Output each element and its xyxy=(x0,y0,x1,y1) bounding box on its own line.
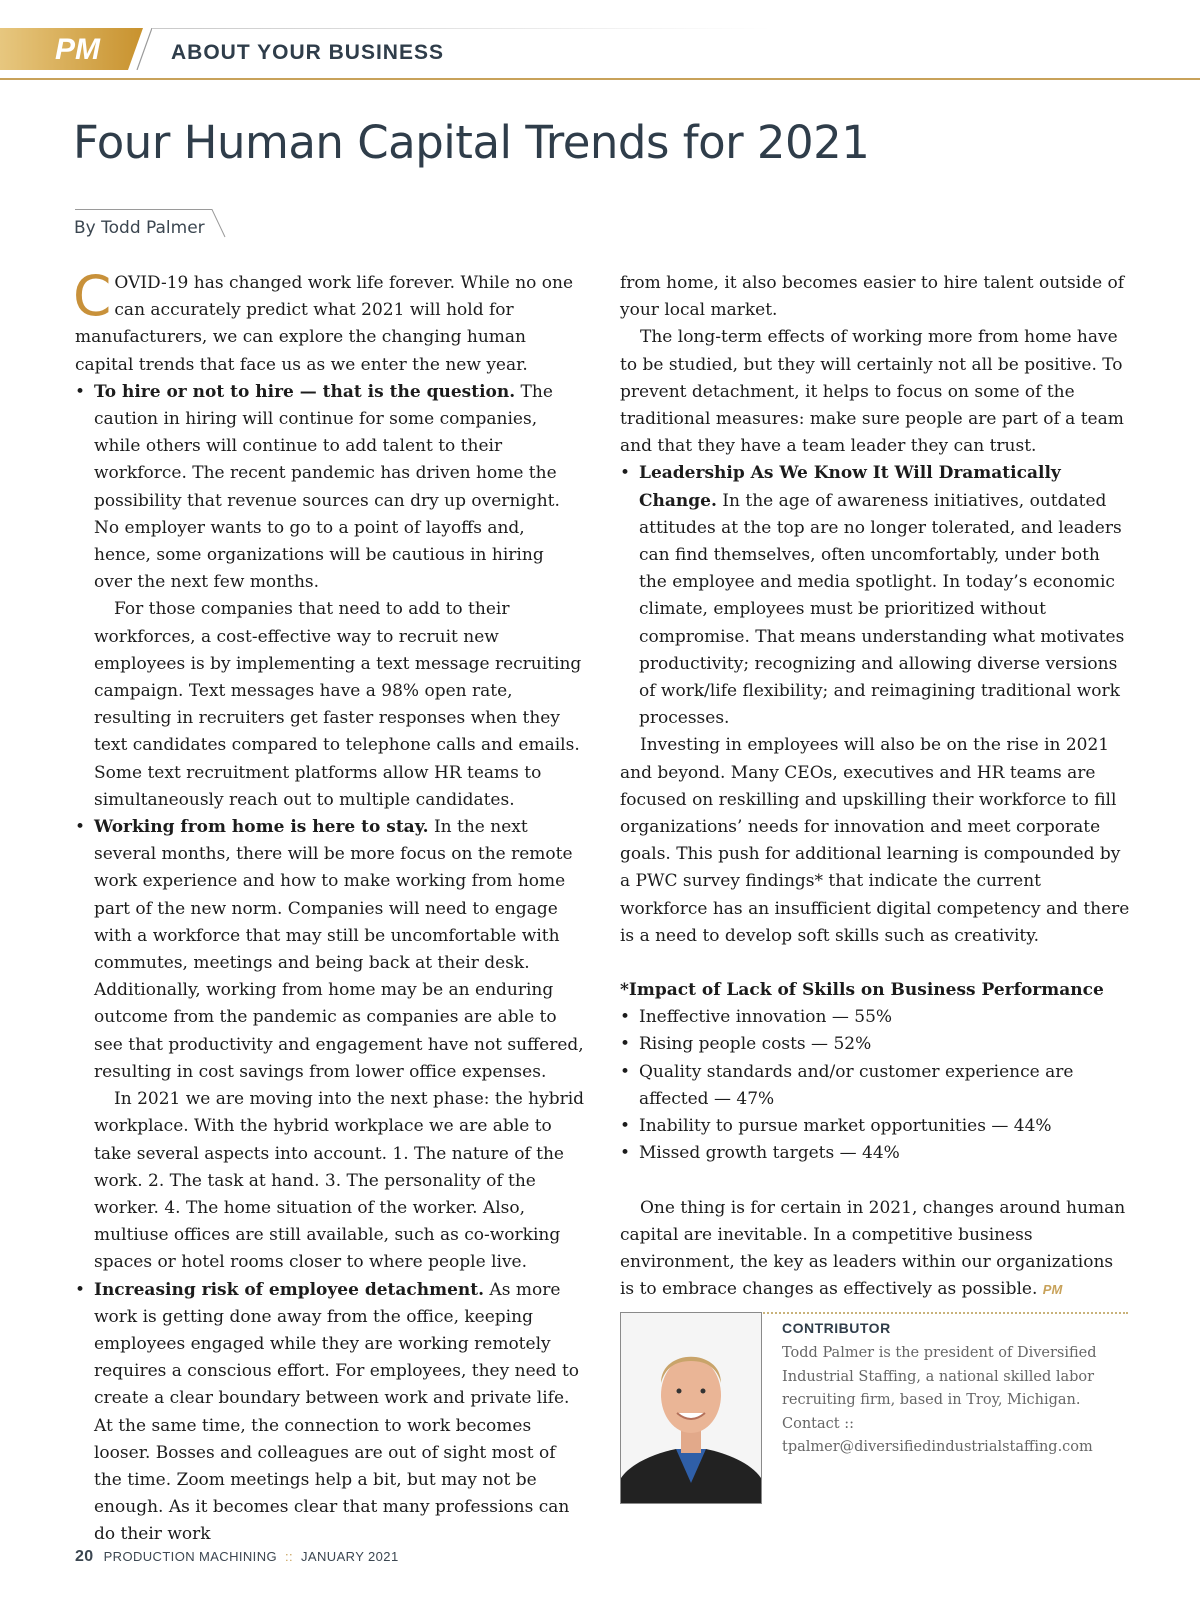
contributor-photo xyxy=(620,1312,762,1504)
impact-item: • Rising people costs — 52% xyxy=(620,1031,1130,1058)
impact-list xyxy=(620,1004,1130,1167)
contributor-bio xyxy=(782,1342,1122,1460)
end-mark-logo: PM xyxy=(1042,1282,1063,1298)
impact-item: • Quality standards and/or customer experience are affected — 47% xyxy=(620,1059,1130,1113)
trend-2-paragraph-2: In 2021 we are moving into the next phase: the hybrid workplace. With the hybrid workplace we are able to take several aspects into account. 1. The nature of the work. 2. The task at hand. 3. The personality of the worker. 4. The home situation of the worker. Also, multiuse offices are still available, such as co-working spaces or hotel rooms closer to where people live. xyxy=(94,1089,585,1273)
contributor-label: CONTRIBUTOR xyxy=(782,1320,891,1336)
trend-3-paragraph-2: The long-term effects of working more from home have to be studied, but they will certainly not all be positive. To prevent detachment, it helps to focus on some of the traditional measures: make sure people are part of a team and that they have a team leader they can trust. xyxy=(620,327,1124,457)
contributor-divider xyxy=(756,1312,1128,1314)
trend-3-bullet xyxy=(75,1277,585,1549)
impact-title xyxy=(620,977,1130,1004)
trend-1-paragraph-2: For those companies that need to add to their workforces, a cost-effective way to recruit new employees is by implementing a text message recruiting campaign. Text messages have a 98% open rate, resulting in recruiters get faster responses when they text candidates compared to telephone calls and emails. Some text recruitment platforms allow HR teams to simultaneously reach out to multiple candidates. xyxy=(94,599,582,810)
trend-2-heading: Working from home is here to stay. xyxy=(94,817,429,838)
issue-date: JANUARY 2021 xyxy=(301,1549,399,1564)
trend-1-heading: To hire or not to hire — that is the question. xyxy=(94,381,516,402)
drop-cap: C xyxy=(73,264,112,328)
intro-paragraph xyxy=(73,264,585,379)
portrait-illustration xyxy=(621,1313,761,1503)
byline: By Todd Palmer xyxy=(74,218,205,238)
closing-text: One thing is for certain in 2021, changes around human capital are inevitable. In a competitive business environment, the key as leaders within our organizations is to embrace changes as effectively as possible. xyxy=(620,1197,1126,1300)
trend-4-heading: Leadership As We Know It Will Dramatically Change. xyxy=(639,463,1061,511)
header-rule xyxy=(0,78,1200,80)
impact-title-text: *Impact of Lack of Skills on Business Performance xyxy=(620,980,1104,1001)
trend-4-body: In the age of awareness initiatives, outdated attitudes at the top are no longer tolerated, and leaders can find themselves, often uncomfortably, under both the employee and media spotlight. In today’s economic climate, employees must be prioritized without compromise. That means understanding what motivates productivity; recognizing and allowing diverse versions of work/life flexibility; and reimagining traditional work processes. xyxy=(639,490,1125,729)
closing-paragraph xyxy=(620,1195,1130,1304)
impact-item: • Ineffective innovation — 55% xyxy=(620,1004,1130,1031)
header-top-line xyxy=(152,28,772,29)
pm-logo-text: PM xyxy=(55,33,100,66)
trend-3-body: As more work is getting done away from the office, keeping employees engaged while they are working remotely requires a conscious effort. For employees, they need to create a clear boundary between work and private life. At the same time, the connection to work becomes looser. Bosses and colleagues are out of sight most of the time. Zoom meetings help a bit, but may not be enough. As it becomes clear that many professions can do their work xyxy=(94,1279,580,1545)
impact-item: • Inability to pursue market opportunities — 44% xyxy=(620,1113,1130,1140)
trend-1-bullet xyxy=(75,379,585,597)
intro-text: OVID-19 has changed work life forever. While no one can accurately predict what 2021 will hold for manufacturers, we can explore the changing human capital trends that face us as we enter the new year. xyxy=(75,273,574,375)
footer-separator: :: xyxy=(285,1549,294,1564)
contributor-email[interactable]: tpalmer@diversifiedindustrialstaffing.com xyxy=(782,1439,1093,1455)
impact-item: • Missed growth targets — 44% xyxy=(620,1140,1130,1167)
trend-4-bullet xyxy=(620,460,1130,732)
trend-1-body: The caution in hiring will continue for some companies, while others will continue to add talent to their workforce. The recent pandemic has driven home the possibility that revenue sources can dry up overnight. No employer wants to go to a point of layoffs and, hence, some organizations will be cautious in hiring over the next few months. xyxy=(94,381,560,593)
contributor-bio-text: Todd Palmer is the president of Diversified Industrial Staffing, a national skilled labor recruiting firm, based in Troy, Michigan. xyxy=(782,1345,1097,1408)
contributor-contact-label: Contact :: xyxy=(782,1415,854,1432)
trend-3-continued: from home, it also becomes easier to hire talent outside of your local market. xyxy=(620,273,1125,321)
trend-4-paragraph-2: Investing in employees will also be on the rise in 2021 and beyond. Many CEOs, executives and HR teams are focused on reskilling and upskilling their workforce to fill organizations’ needs for innovation and meet corporate goals. This push for additional learning is compounded by a PWC survey findings* that indicate the current workforce has an insufficient digital competency and there is a need to develop soft skills such as creativity. xyxy=(620,735,1130,946)
page-number: 20 xyxy=(75,1548,94,1565)
page-footer xyxy=(75,1548,399,1566)
trend-2-bullet xyxy=(75,814,585,1086)
section-label: ABOUT YOUR BUSINESS xyxy=(171,41,444,64)
trend-3-heading: Increasing risk of employee detachment. xyxy=(94,1279,485,1300)
pm-logo-badge xyxy=(0,28,152,70)
left-column xyxy=(73,264,585,1549)
publication-name: PRODUCTION MACHINING xyxy=(103,1549,277,1564)
trend-2-body: In the next several months, there will be more focus on the remote work experience and how to make working from home part of the new norm. Companies will need to engage with a workforce that may still be uncomfortable with commutes, meetings and being back at their desk. Additionally, working from home may be an enduring outcome from the pandemic as companies are able to see that productivity and engagement have not suffered, resulting in cost savings from lower office expenses. xyxy=(94,817,584,1082)
right-column xyxy=(620,270,1130,1303)
article-title: Four Human Capital Trends for 2021 xyxy=(73,116,870,169)
